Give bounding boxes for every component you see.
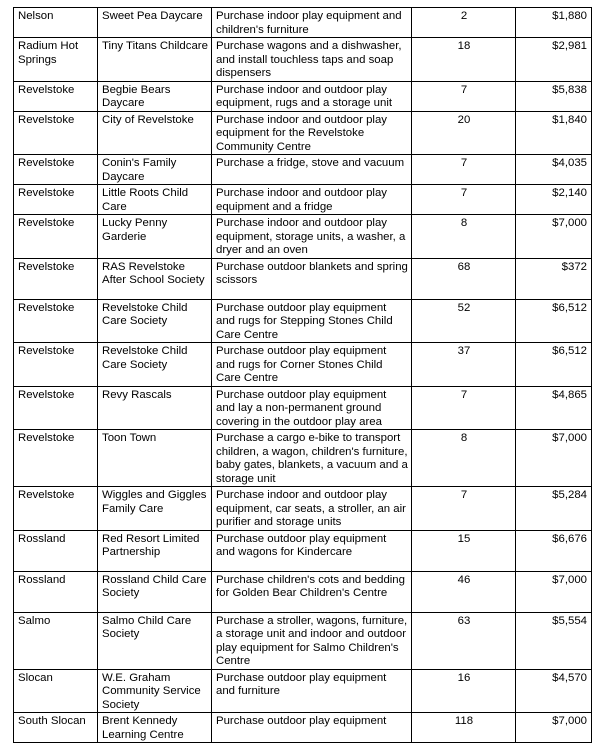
table-row — [14, 530, 592, 571]
spaces-cell: 18 — [412, 38, 516, 82]
table-row — [14, 713, 592, 743]
provider-cell: Revelstoke Child Care Society — [98, 299, 212, 343]
purpose-cell: Purchase a cargo e-bike to transport children, a wagon, children's furniture, baby gates, blankets, a vacuum and a storage unit — [212, 430, 412, 487]
spaces-cell: 118 — [412, 713, 516, 743]
amount-cell: $5,284 — [516, 487, 592, 531]
community-cell: Slocan — [14, 669, 98, 713]
purpose-cell: Purchase outdoor play equipment and rugs for Corner Stones Child Care Centre — [212, 343, 412, 387]
table-row — [14, 430, 592, 487]
community-cell: Radium Hot Springs — [14, 38, 98, 82]
amount-cell: $4,570 — [516, 669, 592, 713]
purpose-cell: Purchase indoor and outdoor play equipment for the Revelstoke Community Centre — [212, 111, 412, 155]
community-cell: Rossland — [14, 530, 98, 571]
amount-cell: $5,838 — [516, 81, 592, 111]
purpose-cell: Purchase wagons and a dishwasher, and install touchless taps and soap dispensers — [212, 38, 412, 82]
table-row — [14, 185, 592, 215]
spaces-cell: 7 — [412, 386, 516, 430]
provider-cell: Salmo Child Care Society — [98, 612, 212, 669]
community-cell: Nelson — [14, 8, 98, 38]
table-row — [14, 215, 592, 259]
purpose-cell: Purchase outdoor play equipment and furniture — [212, 669, 412, 713]
community-cell: Revelstoke — [14, 155, 98, 185]
community-cell: Revelstoke — [14, 215, 98, 259]
provider-cell: Wiggles and Giggles Family Care — [98, 487, 212, 531]
purpose-cell: Purchase indoor and outdoor play equipment, rugs and a storage unit — [212, 81, 412, 111]
spaces-cell: 7 — [412, 487, 516, 531]
spaces-cell: 7 — [412, 185, 516, 215]
amount-cell: $6,512 — [516, 343, 592, 387]
spaces-cell: 63 — [412, 612, 516, 669]
purpose-cell: Purchase indoor and outdoor play equipment, storage units, a washer, a dryer and an oven — [212, 215, 412, 259]
spaces-cell: 52 — [412, 299, 516, 343]
table-row — [14, 612, 592, 669]
amount-cell: $2,981 — [516, 38, 592, 82]
amount-cell: $5,554 — [516, 612, 592, 669]
amount-cell: $6,512 — [516, 299, 592, 343]
spaces-cell: 16 — [412, 669, 516, 713]
provider-cell: Red Resort Limited Partnership — [98, 530, 212, 571]
spaces-cell: 68 — [412, 258, 516, 299]
purpose-cell: Purchase indoor play equipment and children's furniture — [212, 8, 412, 38]
amount-cell: $4,865 — [516, 386, 592, 430]
table-row — [14, 81, 592, 111]
purpose-cell: Purchase outdoor play equipment and wagons for Kindercare — [212, 530, 412, 571]
spaces-cell: 7 — [412, 81, 516, 111]
community-cell: Revelstoke — [14, 111, 98, 155]
provider-cell: Revy Rascals — [98, 386, 212, 430]
community-cell: Revelstoke — [14, 487, 98, 531]
provider-cell: Lucky Penny Garderie — [98, 215, 212, 259]
purpose-cell: Purchase outdoor play equipment — [212, 713, 412, 743]
spaces-cell: 20 — [412, 111, 516, 155]
table-row — [14, 258, 592, 299]
provider-cell: City of Revelstoke — [98, 111, 212, 155]
spaces-cell: 7 — [412, 155, 516, 185]
community-cell: Revelstoke — [14, 299, 98, 343]
table-row — [14, 8, 592, 38]
provider-cell: Brent Kennedy Learning Centre — [98, 713, 212, 743]
purpose-cell: Purchase outdoor play equipment and rugs for Stepping Stones Child Care Centre — [212, 299, 412, 343]
amount-cell: $2,140 — [516, 185, 592, 215]
purpose-cell: Purchase outdoor play equipment and lay a non-permanent ground covering in the outdoor play area — [212, 386, 412, 430]
spaces-cell: 37 — [412, 343, 516, 387]
table-row — [14, 343, 592, 387]
grants-table — [13, 7, 592, 743]
table-row — [14, 386, 592, 430]
amount-cell: $1,880 — [516, 8, 592, 38]
purpose-cell: Purchase children's cots and bedding for Golden Bear Children's Centre — [212, 571, 412, 612]
spaces-cell: 46 — [412, 571, 516, 612]
amount-cell: $4,035 — [516, 155, 592, 185]
purpose-cell: Purchase outdoor blankets and spring scissors — [212, 258, 412, 299]
community-cell: Salmo — [14, 612, 98, 669]
spaces-cell: 15 — [412, 530, 516, 571]
table-row — [14, 487, 592, 531]
amount-cell: $7,000 — [516, 571, 592, 612]
community-cell: Rossland — [14, 571, 98, 612]
spaces-cell: 8 — [412, 215, 516, 259]
amount-cell: $6,676 — [516, 530, 592, 571]
community-cell: Revelstoke — [14, 386, 98, 430]
provider-cell: RAS Revelstoke After School Society — [98, 258, 212, 299]
community-cell: South Slocan — [14, 713, 98, 743]
purpose-cell: Purchase a stroller, wagons, furniture, a storage unit and indoor and outdoor play equipment for Salmo Children's Centre — [212, 612, 412, 669]
provider-cell: Conin's Family Daycare — [98, 155, 212, 185]
provider-cell: Rossland Child Care Society — [98, 571, 212, 612]
provider-cell: Sweet Pea Daycare — [98, 8, 212, 38]
community-cell: Revelstoke — [14, 430, 98, 487]
amount-cell: $7,000 — [516, 713, 592, 743]
amount-cell: $372 — [516, 258, 592, 299]
table-row — [14, 669, 592, 713]
table-row — [14, 111, 592, 155]
provider-cell: Tiny Titans Childcare — [98, 38, 212, 82]
provider-cell: W.E. Graham Community Service Society — [98, 669, 212, 713]
amount-cell: $7,000 — [516, 215, 592, 259]
spaces-cell: 8 — [412, 430, 516, 487]
provider-cell: Toon Town — [98, 430, 212, 487]
amount-cell: $7,000 — [516, 430, 592, 487]
community-cell: Revelstoke — [14, 258, 98, 299]
community-cell: Revelstoke — [14, 81, 98, 111]
community-cell: Revelstoke — [14, 185, 98, 215]
purpose-cell: Purchase indoor and outdoor play equipment, car seats, a stroller, an air purifier and storage units — [212, 487, 412, 531]
provider-cell: Begbie Bears Daycare — [98, 81, 212, 111]
amount-cell: $1,840 — [516, 111, 592, 155]
spaces-cell: 2 — [412, 8, 516, 38]
table-row — [14, 571, 592, 612]
table-row — [14, 155, 592, 185]
provider-cell: Little Roots Child Care — [98, 185, 212, 215]
purpose-cell: Purchase indoor and outdoor play equipment and a fridge — [212, 185, 412, 215]
purpose-cell: Purchase a fridge, stove and vacuum — [212, 155, 412, 185]
community-cell: Revelstoke — [14, 343, 98, 387]
provider-cell: Revelstoke Child Care Society — [98, 343, 212, 387]
table-row — [14, 38, 592, 82]
table-row — [14, 299, 592, 343]
